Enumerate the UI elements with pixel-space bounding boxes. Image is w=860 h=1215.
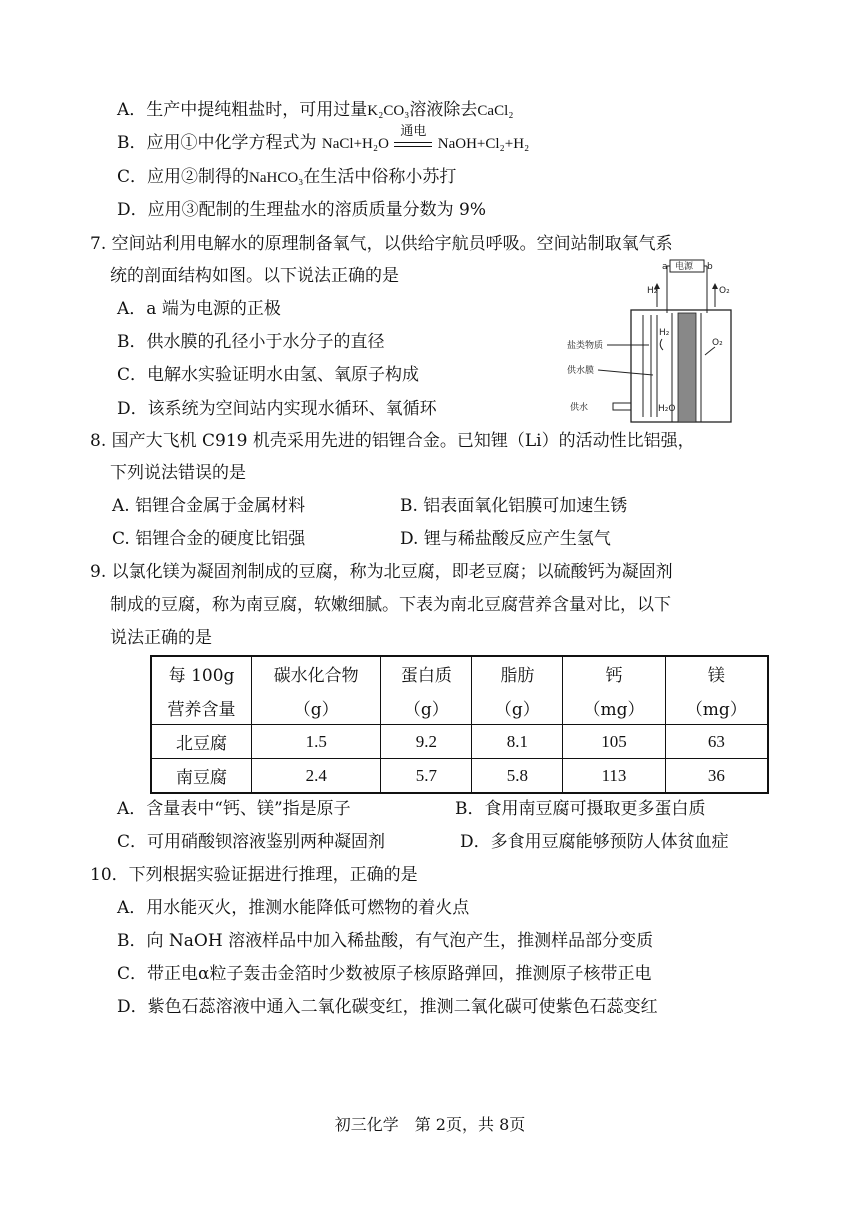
table-cell: 36 bbox=[665, 759, 768, 794]
q7-option-b: B．供水膜的孔径小于水分子的直径 bbox=[117, 332, 385, 352]
membrane-label: 供水膜 bbox=[567, 366, 595, 376]
q6-option-d: D．应用③配制的生理盐水的溶质质量分数为 9% bbox=[117, 200, 487, 220]
q7-option-a: A．a 端为电源的正极 bbox=[117, 299, 281, 319]
equation-right: NaOH+Cl₂+H₂ bbox=[437, 136, 530, 152]
q8-stem-line1: 8. 国产大飞机 C919 机壳采用先进的铝锂合金。已知锂（Li）的活动性比铝强， bbox=[90, 431, 695, 451]
table-header-cell: 营养含量 bbox=[151, 690, 252, 725]
table-header-cell: （mg） bbox=[665, 690, 768, 725]
table-header-cell: 蛋白质 bbox=[381, 656, 472, 690]
nutrition-table bbox=[150, 655, 769, 794]
table-cell: 2.4 bbox=[252, 759, 381, 794]
terminal-b: b bbox=[707, 262, 713, 272]
table-header-cell: （g） bbox=[381, 690, 472, 725]
table-header-cell: 钙 bbox=[563, 656, 665, 690]
q7-stem-line1: 7. 空间站利用电解水的原理制备氧气，以供给宇航员呼吸。空间站制取氧气系 bbox=[90, 234, 673, 254]
q9-stem-line3: 说法正确的是 bbox=[110, 628, 212, 648]
salt-label: 盐类物质 bbox=[567, 341, 604, 351]
table-header-cell: 脂肪 bbox=[472, 656, 563, 690]
page-footer: 初三化学 第 2页，共 8页 bbox=[334, 1115, 526, 1134]
table-cell: 9.2 bbox=[381, 725, 472, 759]
q10-option-d: D．紫色石蕊溶液中通入二氧化碳变红，推测二氧化碳可使紫色石蕊变红 bbox=[117, 997, 658, 1017]
table-row bbox=[151, 725, 768, 759]
table-header-row bbox=[151, 690, 768, 725]
table-row bbox=[151, 759, 768, 794]
table-cell: 5.7 bbox=[381, 759, 472, 794]
table-cell: 北豆腐 bbox=[151, 725, 252, 759]
q7-option-c: C．电解水实验证明水由氢、氧原子构成 bbox=[117, 365, 420, 385]
water-inlet-label: 供水 bbox=[570, 403, 589, 413]
table-header-cell: 每 100g bbox=[151, 656, 252, 690]
h2o-inner-label: H₂O bbox=[658, 404, 676, 414]
table-header-cell: 碳水化合物 bbox=[252, 656, 381, 690]
table-header-row bbox=[151, 656, 768, 690]
table-cell: 5.8 bbox=[472, 759, 563, 794]
q7-option-d: D．该系统为空间站内实现水循环、氧循环 bbox=[117, 399, 437, 419]
o2-inner-label: O₂ bbox=[712, 338, 723, 348]
q9-stem-line1: 9. 以氯化镁为凝固剂制成的豆腐，称为北豆腐，即老豆腐；以硫酸钙为凝固剂 bbox=[90, 562, 673, 582]
electrolysis-diagram bbox=[565, 255, 750, 425]
equation-left: NaCl+H₂O bbox=[321, 136, 389, 152]
q6-option-a: A．生产中提纯粗盐时，可用过量K₂CO₃溶液除去CaCl₂ bbox=[117, 100, 514, 120]
table-cell: 63 bbox=[665, 725, 768, 759]
q9-option-c: C．可用硝酸钡溶液鉴别两种凝固剂 bbox=[117, 832, 386, 852]
power-label: 电源 bbox=[675, 262, 694, 272]
q10-option-c: C．带正电α粒子轰击金箔时少数被原子核原路弹回，推测原子核带正电 bbox=[117, 964, 652, 984]
terminal-a: a bbox=[662, 262, 668, 272]
q9-option-b: B．食用南豆腐可摄取更多蛋白质 bbox=[455, 799, 706, 819]
table-header-cell: 镁 bbox=[665, 656, 768, 690]
h2-inner-label: H₂ bbox=[659, 328, 670, 338]
q8-option-b: B. 铝表面氧化铝膜可加速生锈 bbox=[400, 496, 628, 516]
q9-stem-line2: 制成的豆腐，称为南豆腐，软嫩细腻。下表为南北豆腐营养含量对比，以下 bbox=[110, 595, 671, 615]
reaction-arrow bbox=[394, 124, 432, 147]
q6-option-c: C．应用②制得的NaHCO₃在生活中俗称小苏打 bbox=[117, 167, 457, 187]
table-cell: 105 bbox=[563, 725, 665, 759]
table-cell: 1.5 bbox=[252, 725, 381, 759]
q9-option-a: A．含量表中“钙、镁”指是原子 bbox=[117, 799, 351, 819]
table-cell: 113 bbox=[563, 759, 665, 794]
q6-option-b: B．应用①中化学方程式为 NaCl+H₂O 通电 NaOH+Cl₂+H₂ bbox=[117, 132, 529, 155]
q10-option-a: A．用水能灭火，推测水能降低可燃物的着火点 bbox=[117, 898, 470, 918]
q10-option-b: B．向 NaOH 溶液样品中加入稀盐酸，有气泡产生，推测样品部分变质 bbox=[117, 931, 654, 951]
table-cell: 8.1 bbox=[472, 725, 563, 759]
q8-option-a: A. 铝锂合金属于金属材料 bbox=[112, 496, 306, 516]
table-header-cell: （g） bbox=[252, 690, 381, 725]
q8-option-d: D. 锂与稀盐酸反应产生氢气 bbox=[400, 529, 611, 549]
q9-option-d: D．多食用豆腐能够预防人体贫血症 bbox=[460, 832, 729, 852]
table-header-cell: （mg） bbox=[563, 690, 665, 725]
q7-stem-line2: 统的剖面结构如图。以下说法正确的是 bbox=[110, 266, 399, 286]
q10-stem: 10．下列根据实验证据进行推理，正确的是 bbox=[90, 865, 418, 885]
reaction-condition: 通电 bbox=[400, 124, 427, 139]
q8-stem-line2: 下列说法错误的是 bbox=[110, 463, 246, 483]
o2-outlet-label: O₂ bbox=[719, 286, 730, 296]
h2-outlet-label: H₂ bbox=[647, 286, 658, 296]
q8-option-c: C. 铝锂合金的硬度比铝强 bbox=[112, 529, 306, 549]
table-header-cell: （g） bbox=[472, 690, 563, 725]
table-cell: 南豆腐 bbox=[151, 759, 252, 794]
